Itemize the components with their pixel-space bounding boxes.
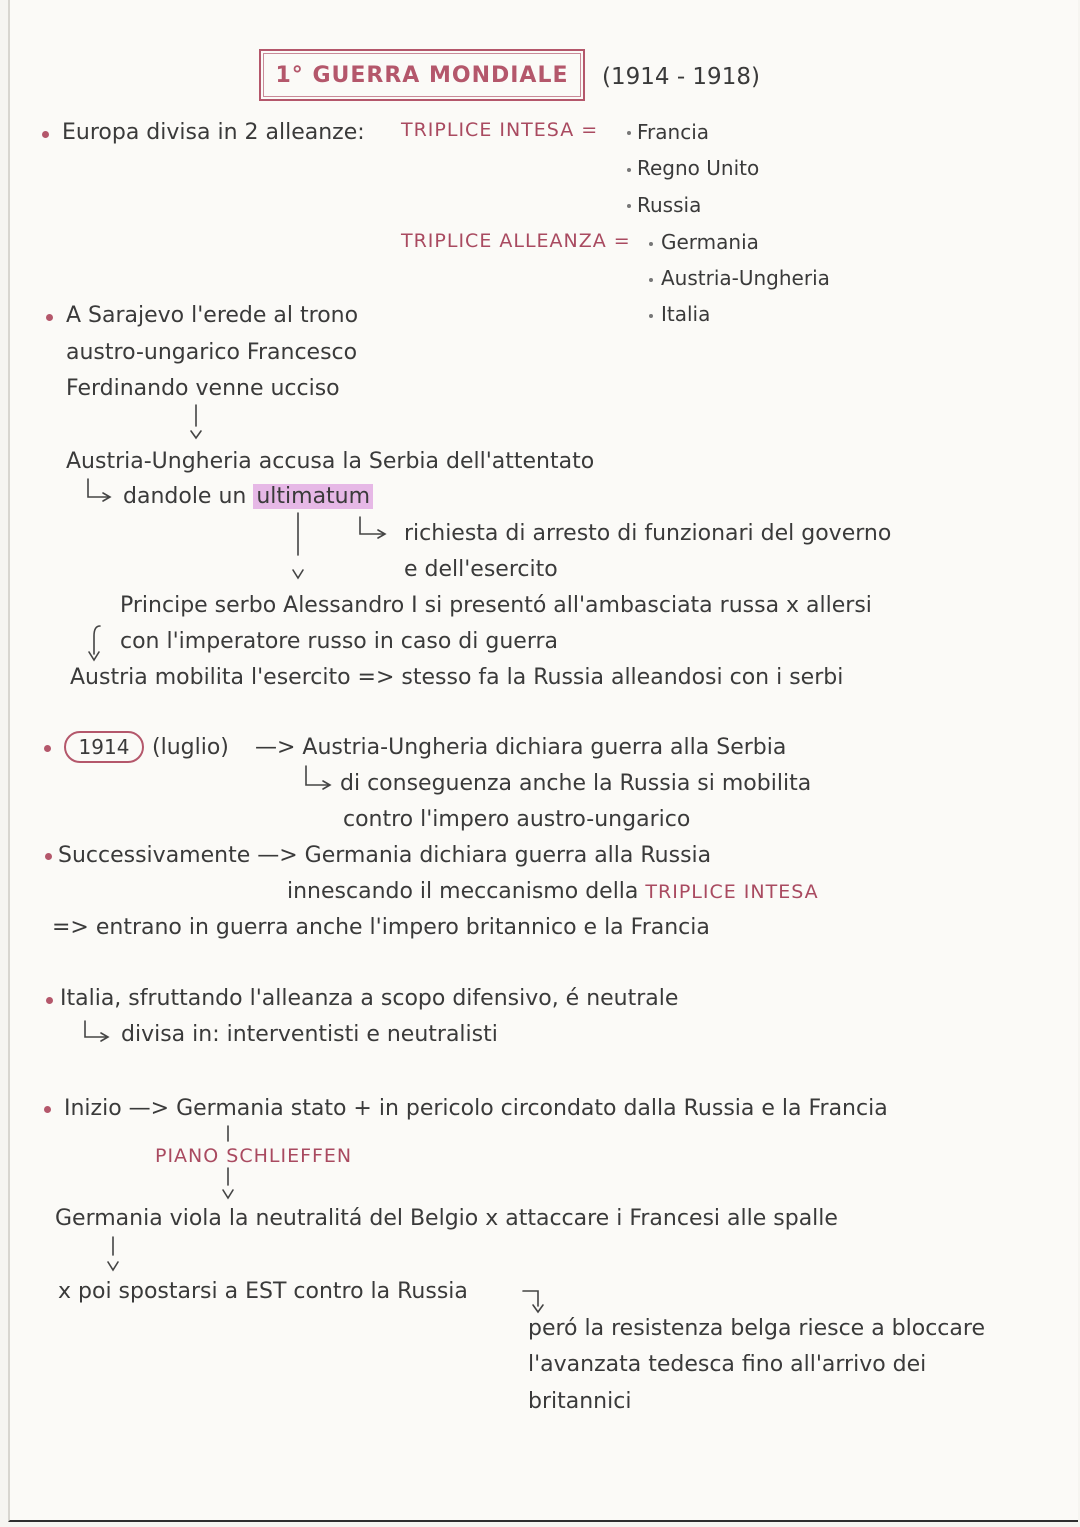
- intesa-label: TRIPLICE INTESA =: [401, 119, 599, 141]
- alleanza-label: TRIPLICE ALLEANZA =: [401, 230, 631, 252]
- luglio-month: (luglio): [152, 735, 229, 760]
- ultimatum-highlight: ultimatum: [253, 484, 373, 509]
- resistenza-line: l'avanzata tedesca fino all'arrivo dei: [528, 1352, 927, 1377]
- resistenza-line: peró la resistenza belga riesce a bloccare: [528, 1316, 985, 1341]
- sarajevo-line: A Sarajevo l'erede al trono: [66, 303, 359, 328]
- mobilita-line: Austria mobilita l'esercito => stesso fa la Russia alleandosi con i serbi: [70, 665, 844, 690]
- est-line: x poi spostarsi a EST contro la Russia: [58, 1279, 468, 1304]
- triplice-intesa-ref: TRIPLICE INTESA: [645, 881, 819, 903]
- successivamente-line: Successivamente —> Germania dichiara guerra alla Russia: [58, 843, 712, 868]
- resistenza-line: britannici: [528, 1389, 632, 1414]
- sarajevo-line: Ferdinando venne ucciso: [66, 376, 340, 401]
- alleanza-member: Austria-Ungheria: [661, 266, 830, 290]
- imperatore-line: con l'imperatore russo in caso di guerra: [120, 629, 559, 654]
- intesa-member: Francia: [637, 120, 710, 144]
- inizio-line: Inizio —> Germania stato + in pericolo circondato dalla Russia e la Francia: [64, 1096, 888, 1121]
- intesa-member: Regno Unito: [637, 156, 760, 180]
- belgio-line: Germania viola la neutralitá del Belgio x attaccare i Francesi alle spalle: [55, 1206, 838, 1231]
- luglio-line: di conseguenza anche la Russia si mobilita: [340, 771, 812, 796]
- alleanza-member: Italia: [661, 302, 711, 326]
- dandole-text: dandole un: [123, 484, 247, 509]
- intesa-member: Russia: [637, 193, 702, 217]
- title-years: (1914 - 1918): [602, 64, 760, 90]
- luglio-line: —> Austria-Ungheria dichiara guerra alla Serbia: [255, 735, 787, 760]
- luglio-line: contro l'impero austro-ungarico: [343, 807, 691, 832]
- accusa-line: Austria-Ungheria accusa la Serbia dell'attentato: [66, 449, 595, 474]
- year-circle: 1914: [64, 731, 144, 763]
- principe-line: Principe serbo Alessandro I si presentó all'ambasciata russa x allersi: [120, 593, 872, 618]
- piano-schlieffen: PIANO SCHLIEFFEN: [155, 1145, 353, 1167]
- entrano-line: => entrano in guerra anche l'impero britannico e la Francia: [52, 915, 710, 940]
- richiesta-line: richiesta di arresto di funzionari del governo: [404, 521, 892, 546]
- page-title: 1° GUERRA MONDIALE: [259, 49, 585, 101]
- richiesta-line: e dell'esercito: [404, 557, 558, 582]
- divisa-groups: interventisti e neutralisti: [226, 1022, 498, 1047]
- innescando-text: innescando il meccanismo della: [287, 879, 639, 904]
- divisa-text: divisa in:: [121, 1022, 220, 1047]
- alliances-intro: Europa divisa in 2 alleanze:: [62, 120, 365, 145]
- sarajevo-line: austro-ungarico Francesco: [66, 340, 358, 365]
- italia-line: Italia, sfruttando l'alleanza a scopo difensivo, é neutrale: [60, 986, 679, 1011]
- alleanza-member: Germania: [661, 230, 759, 254]
